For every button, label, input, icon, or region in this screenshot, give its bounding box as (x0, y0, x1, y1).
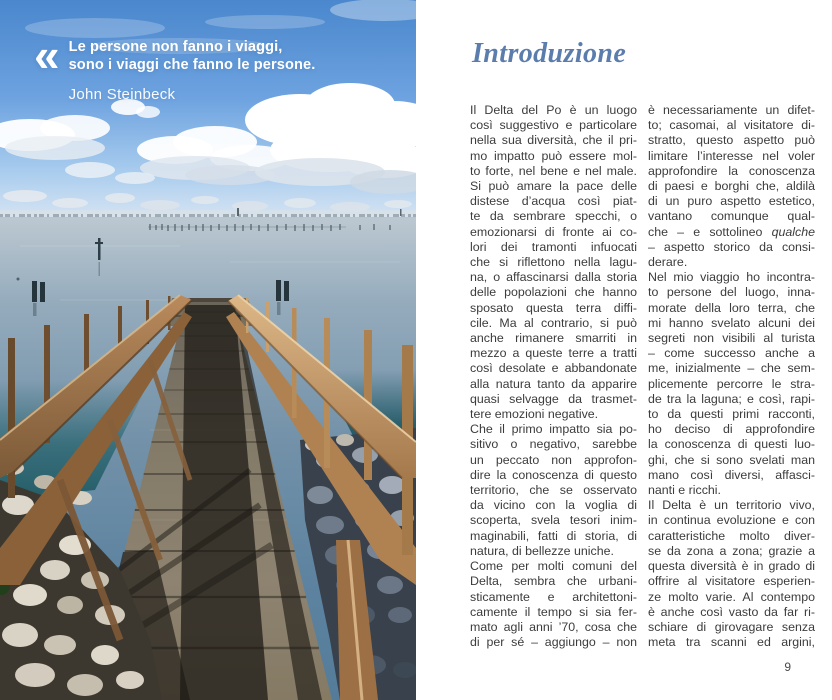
text-line: Il Delta del Po è un luogo (470, 103, 637, 117)
text-line: te da sembrare specchi, o (470, 209, 637, 224)
text-line: camente il tempo si sia fer- (470, 604, 637, 619)
text-line: – aspetto storico da consi- (648, 239, 815, 254)
text-line: to forte, nel bene e nel male. (470, 163, 637, 178)
text-line: na, o affascinarsi dalla storia (470, 270, 637, 285)
text-line: plicemente percorre le stra- (648, 376, 815, 391)
text-line: maginabili, fatti di storia, di (470, 528, 637, 543)
text-line: alla natura tanto da apparire (470, 376, 637, 391)
text-line: la conoscenza di questi luo- (648, 437, 815, 452)
text-line: approfondire la conoscenza (648, 163, 815, 178)
text-line: derare. (648, 255, 688, 270)
text-page (416, 0, 832, 700)
quote-text (69, 36, 316, 103)
text-line: mato agli anni ’70, cosa che (470, 619, 637, 634)
text-line: mo impatto può essere mol- (470, 148, 637, 163)
text-line: questa diversità è in grado di (648, 559, 815, 574)
text-line: vantano comunque qual- (648, 209, 815, 224)
text-line: dire la conoscenza di questo (470, 467, 637, 482)
text-line: caratteristiche molto diver- (648, 528, 815, 543)
text-line: ghi, che si sono svelati man (648, 452, 815, 467)
text-line: da vicino con la voglia di (470, 498, 637, 513)
quote-mark-icon: « (34, 29, 58, 81)
text-line: morate della loro terra, che (648, 300, 815, 315)
text-line: ho deciso di approfondire (648, 422, 815, 437)
text-line: così desolate e abbandonate (470, 361, 637, 376)
text-line: lori dei tramonti infuocati (470, 239, 637, 254)
text-line: to da questi primi racconti, (648, 407, 815, 422)
text-column-left (470, 103, 637, 650)
text-line: così suggestivo e particolare (470, 118, 637, 133)
text-line: Come per molti comuni del (470, 559, 637, 574)
quote-line-2: sono i viaggi che fanno le persone. (68, 56, 316, 73)
text-line: quasi selvagge da trasmet- (470, 391, 637, 406)
text-line: se da zona a zona; grazie a (648, 543, 815, 558)
text-line: che si riflettono nella lagu- (470, 255, 637, 270)
text-line: territorio, che se osservato (470, 483, 637, 498)
text-line: Delta, sembra che urbani- (470, 574, 637, 589)
text-line: Nel mio viaggio ho incontra- (648, 270, 815, 285)
text-line: sticamente e architettoni- (470, 589, 637, 604)
text-line: Il Delta è un territorio vivo, (648, 498, 815, 513)
text-line: nanti e ricchi. (648, 483, 722, 498)
text-line: natura, di bellezze uniche. (470, 543, 614, 558)
quote-author: John Steinbeck (68, 86, 176, 104)
text-line: sitivo o negativo, sarebbe (470, 437, 637, 452)
text-line: me, inizialmente – che sem- (648, 361, 815, 376)
text-line: to persone del luogo, inna- (648, 285, 815, 300)
text-line: sposato questa terra diffi- (470, 300, 637, 315)
text-line: mano così diversi, affasci- (648, 467, 815, 482)
page-title: Introduzione (472, 38, 627, 69)
text-line: tere emozioni negative. (470, 407, 599, 422)
text-line: in continua evoluzione e con (648, 513, 815, 528)
text-line: che – e sottolineo qualche (648, 224, 815, 239)
text-line: delle popolazioni che hanno (470, 285, 637, 300)
text-line: un peccato non approfon- (470, 452, 637, 467)
text-line: distese d’acqua così piat- (470, 194, 637, 209)
text-line: stratto, questo aspetto può (648, 133, 815, 148)
text-line: scoperta, svela tesori inim- (470, 513, 637, 528)
body-columns (470, 103, 815, 650)
text-line: anche rimanere smarriti in (470, 331, 637, 346)
text-column-right (648, 103, 815, 650)
text-line: è anche così vasto da far ri- (648, 604, 815, 619)
text-line: offrire al visitatore esperien- (648, 574, 815, 589)
text-line: di paesi e borghi che, aldilà (648, 179, 815, 194)
quote-overlay (34, 29, 316, 104)
text-line: segreti non visibili al turista (648, 331, 815, 346)
text-line: de tra la laguna; e così, rapi- (648, 391, 815, 406)
text-line: emozionarsi di fronte ai co- (470, 224, 637, 239)
text-line: – come successo anche a (648, 346, 815, 361)
page-number: 9 (784, 660, 791, 674)
text-line: Si può amare la pace delle (470, 179, 637, 194)
text-line: ze molto varie. Al contempo (648, 589, 815, 604)
text-line: nella sua diversità, che il pri- (470, 133, 637, 148)
quote-line-1: Le persone non fanno i viaggi, (68, 39, 283, 55)
text-line: mi hanno svelato alcuni dei (648, 315, 815, 330)
text-line: di per sé – aggiungo – non (470, 635, 637, 650)
text-line: Che il primo impatto sia po- (470, 422, 637, 437)
text-line: è necessariamente un difet- (648, 103, 815, 117)
text-line: to; casomai, al visitatore di- (648, 118, 815, 133)
text-line: schiare di girovagare senza (648, 619, 815, 634)
text-line: di un puro aspetto estetico, (648, 194, 815, 209)
text-line: limitare l’interesse nel voler (648, 148, 815, 163)
text-line: meta tra scanni ed argini, (648, 635, 815, 650)
text-line: mezzo a queste terre a tratti (470, 346, 637, 361)
text-line: cile. Ma al contrario, si può (470, 315, 637, 330)
